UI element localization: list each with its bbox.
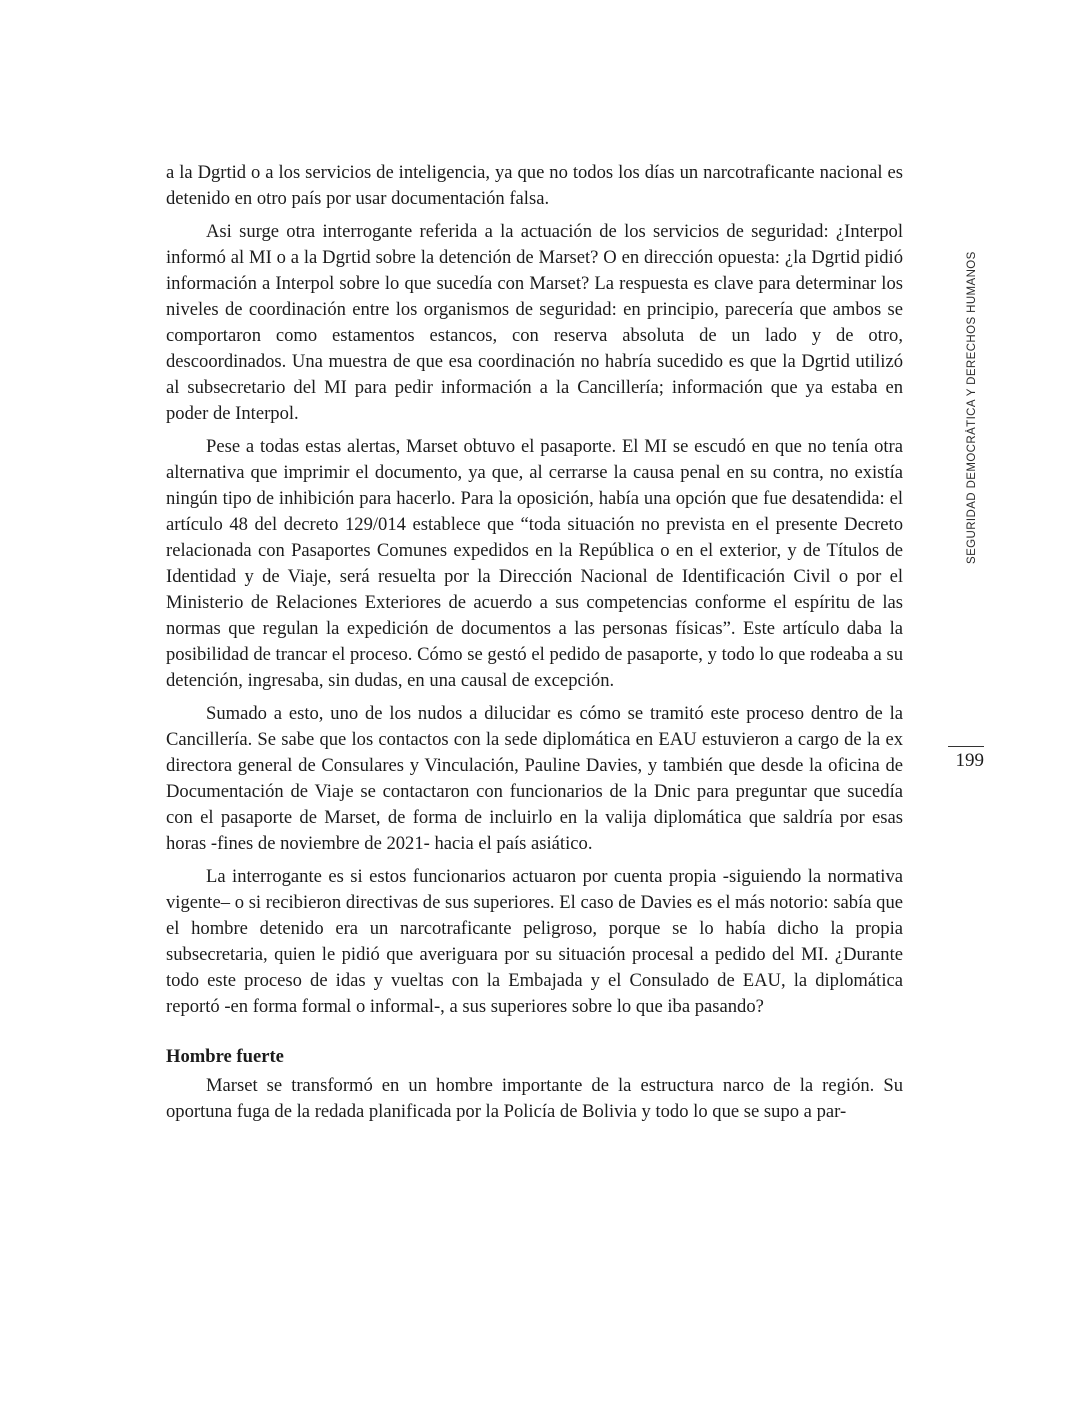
body-text (166, 160, 903, 1132)
paragraph: La interrogante es si estos funcionarios actuaron por cuenta propia -siguiendo la normativa vigente– o si recibieron directivas de sus superiores. El caso de Davies es el más notorio: sabía que el hombre detenido era un narcotraficante peligroso, porque se lo había dicho la propia subsecretaria, quien le pidió que averiguara por su situación procesal a pedido del MI. ¿Durante todo este proceso de idas y vueltas con la Embajada y el Consulado de EAU, la diplomática reportó -en forma formal o informal-, a sus superiores sobre lo que iba pasando? (166, 866, 903, 1017)
page-number: 199 (955, 750, 984, 771)
running-header: SEGURIDAD DEMOCRÁTICA Y DERECHOS HUMANOS (966, 251, 978, 564)
paragraph-continuation: a la Dgrtid o a los servicios de inteligencia, ya que no todos los días un narcotraficante nacional es detenido en otro país por usar documentación falsa. (166, 162, 903, 209)
paragraph: Pese a todas estas alertas, Marset obtuvo el pasaporte. El MI se escudó en que no tenía otra alternativa que imprimir el documento, ya que, al cerrarse la causa penal en su contra, no existía ningún tipo de inhibición para hacerlo. Para la oposición, había una opción que fue desatendida: el artículo 48 del decreto 129/014 establece que “toda situación no prevista en el presente Decreto relacionada con Pasaportes Comunes expedidos en la República o en el exterior, y de Títulos de Identidad y de Viaje, será resuelta por la Dirección Nacional de Identificación Civil o por el Ministerio de Relaciones Exteriores de acuerdo a sus competencias conforme el espíritu de las normas que regulan la expedición de documentos a las personas físicas”. Este artículo daba la posibilidad de trancar el proceso. Cómo se gestó el pedido de pasaporte, y todo lo que rodeaba a su detención, ingresaba, sin dudas, en una causal de excepción. (166, 436, 903, 691)
paragraph: Sumado a esto, uno de los nudos a dilucidar es cómo se tramitó este proceso dentro de la Cancillería. Se sabe que los contactos con la sede diplomática en EAU estuvieron a cargo de la ex directora general de Consulares y Vinculación, Pauline Davies, y también que desde la oficina de Documentación de Viaje se contactaron con funcionarios de la Dnic para preguntar que sucedía con el pasaporte de Marset, de forma de incluirlo en la valija diplomática que saldría por esas horas -fines de noviembre de 2021- hacia el país asiático. (166, 703, 903, 854)
page-number-rule (948, 746, 984, 747)
section-paragraph: Marset se transformó en un hombre importante de la estructura narco de la región. Su oportuna fuga de la redada planificada por la Policía de Bolivia y todo lo que se supo a par- (166, 1075, 903, 1122)
section-heading: Hombre fuerte (166, 1046, 284, 1067)
paragraph: Asi surge otra interrogante referida a la actuación de los servicios de seguridad: ¿Interpol informó al MI o a la Dgrtid sobre la detención de Marset? O en dirección opuesta: ¿la Dgrtid pidió información a Interpol sobre lo que sucedía con Marset? La respuesta es clave para determinar los niveles de coordinación entre los organismos de seguridad: en principio, parecería que ambos se comportaron como estamentos estancos, con reserva absoluta de un lado y de otro, descoordinados. Una muestra de que esa coordinación no habría sucedido es que la Dgrtid utilizó al subsecretario del MI para pedir información a la Cancillería; información que ya estaba en poder de Interpol. (166, 221, 903, 424)
